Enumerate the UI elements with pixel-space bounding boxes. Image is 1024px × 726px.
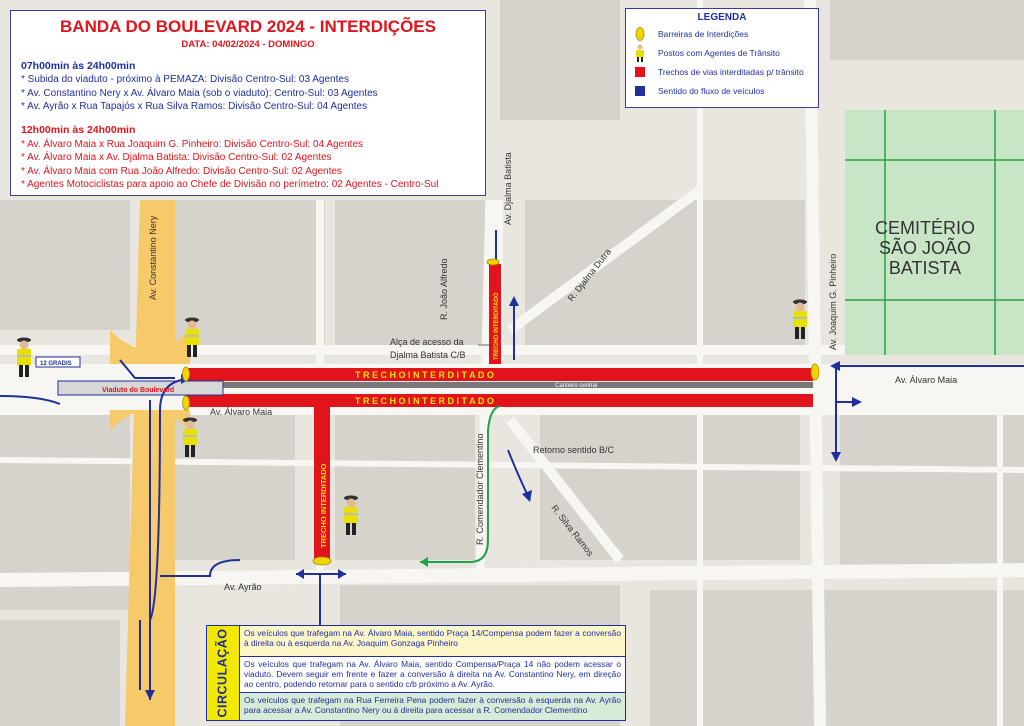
trecho-djalma-label: TRECHO INTERDITADO: [494, 292, 500, 360]
circulation-box: [206, 625, 626, 721]
schedule-block-morning: [21, 60, 475, 114]
schedule-item: * Subida do viaduto - próximo à PEMAZA: Divisão Centro-Sul: 03 Agentes: [21, 74, 349, 86]
schedule-item: * Av. Constantino Nery x Av. Álvaro Maia (sob o viaduto): Centro-Sul: 03 Agentes: [21, 87, 378, 99]
interdiction-info-box: [10, 10, 486, 196]
legend-item: [632, 24, 812, 43]
cemetery-label: CEMITÉRIO SÃO JOÃO BATISTA: [874, 218, 975, 278]
circulation-row: Os veículos que trafegam na Rua Ferreira Pena podem fazer à conversão à esquerda na Av. Ayrão para acessar a Av. Constantino Nery ou à direita para acessar a R. Comendador Clementino: [240, 693, 625, 720]
ayrao-label: Av. Ayrão: [224, 582, 262, 592]
blocked-strip-bottom: [185, 394, 813, 407]
legend-label: Barreiras de Interdições: [658, 28, 749, 39]
blocked-road-icon: [632, 65, 648, 79]
schedule-time: 07h00min às 24h00min: [21, 59, 136, 72]
circulation-label: CIRCULAÇÃO: [216, 628, 230, 718]
grade-label: 12 GRADIS: [40, 361, 72, 367]
event-date: DATA: 04/02/2024 - DOMINGO: [181, 39, 315, 50]
barrier-icon: [632, 27, 648, 41]
circulation-row: Os veículos que trafegam na Av. Álvaro Maia, sentido Praça 14/Compensa podem fazer a conversão à direita ou à esquerda na Av. Joaquim Gonzaga Pinheiro: [240, 626, 625, 657]
legend-item: [632, 62, 812, 81]
schedule-item: * Av. Álvaro Maia x Rua Joaquim G. Pinheiro: Divisão Centro-Sul: 04 Agentes: [21, 138, 364, 150]
djalma-dutra-label: R. Djalma Dutra: [565, 246, 613, 304]
blocked-strip-top: [185, 368, 813, 381]
schedule-item: * Av. Ayrão x Rua Tapajós x Rua Silva Ramos: Divisão Centro-Sul: 04 Agentes: [21, 101, 368, 113]
legend-item: [632, 81, 812, 100]
circulation-row: Os veículos que trafegam na Av. Álvaro Maia, sentido Compensa/Praça 14 não podem acessar o viaduto. Devem seguir em frente e fazer a conversão à direita na Av. Constantino Nery, em direção ao centro, podendo retornar para o sentido c/b próximo a Av. Ayrão.: [240, 657, 625, 693]
page-title: BANDA DO BOULEVARD 2024 - INTERDIÇÕES: [60, 17, 436, 36]
trecho-bottom-label: T R E C H O I N T E R D I T A D O: [355, 396, 494, 406]
barrier-icon: [183, 367, 190, 381]
alca-label-1: Alça de acesso da: [390, 337, 464, 347]
circulation-label-panel: [207, 626, 240, 720]
constantino-label: Av. Constantino Nery: [148, 215, 158, 300]
legend-label: Trechos de vias interditadas p/ trânsito: [658, 66, 804, 77]
traffic-flow-icon: [632, 84, 648, 98]
canteiro-label: Canteiro central: [555, 383, 598, 389]
schedule-block-afternoon: [21, 124, 475, 192]
schedule-item: * Av. Álvaro Maia com Rua João Alfredo: Divisão Centro-Sul: 02 Agentes: [21, 165, 342, 177]
schedule-item: * Agentes Motociclistas para apoio ao Chefe de Divisão no perímetro: 02 Agentes - Centro-Sul: [21, 179, 439, 191]
alvaro-left-label: Av. Álvaro Maia: [210, 407, 273, 417]
barrier-icon: [811, 364, 819, 380]
trecho-vertical-label: TRECHO INTERDITADO: [319, 463, 328, 548]
trecho-top-label: T R E C H O I N T E R D I T A D O: [355, 370, 494, 380]
traffic-agent-icon: [632, 46, 648, 60]
comendador-label: R. Comendador Clementino: [475, 433, 485, 545]
retorno-label: Retorno sentido B/C: [533, 445, 615, 455]
silva-ramos-label: R. Silva Ramos: [549, 503, 596, 559]
viaduct-label: Viaduto do Boulevard: [102, 387, 175, 394]
alca-label-2: Djalma Batista C/B: [390, 350, 466, 360]
legend-item: [632, 43, 812, 62]
barrier-icon: [313, 557, 331, 565]
legend: [625, 8, 819, 108]
median: [185, 382, 813, 388]
legend-label: Sentido do fluxo de veículos: [658, 85, 765, 96]
djalma-label: Av. Djalma Batista: [503, 152, 513, 225]
barrier-icon: [487, 259, 499, 265]
joaquim-label: Av. Joaquim G. Pinheiro: [828, 253, 838, 350]
alvaro-right-label: Av. Álvaro Maia: [895, 375, 958, 385]
barrier-icon: [183, 396, 190, 410]
schedule-item: * Av. Álvaro Maia x Av. Djalma Batista: Divisão Centro-Sul: 02 Agentes: [21, 152, 332, 164]
legend-label: Postos com Agentes de Trânsito: [658, 47, 780, 58]
schedule-time: 12h00min às 24h00min: [21, 123, 136, 136]
joao-alfredo-label: R. João Alfredo: [439, 258, 449, 320]
legend-title: LEGENDA: [697, 12, 747, 23]
